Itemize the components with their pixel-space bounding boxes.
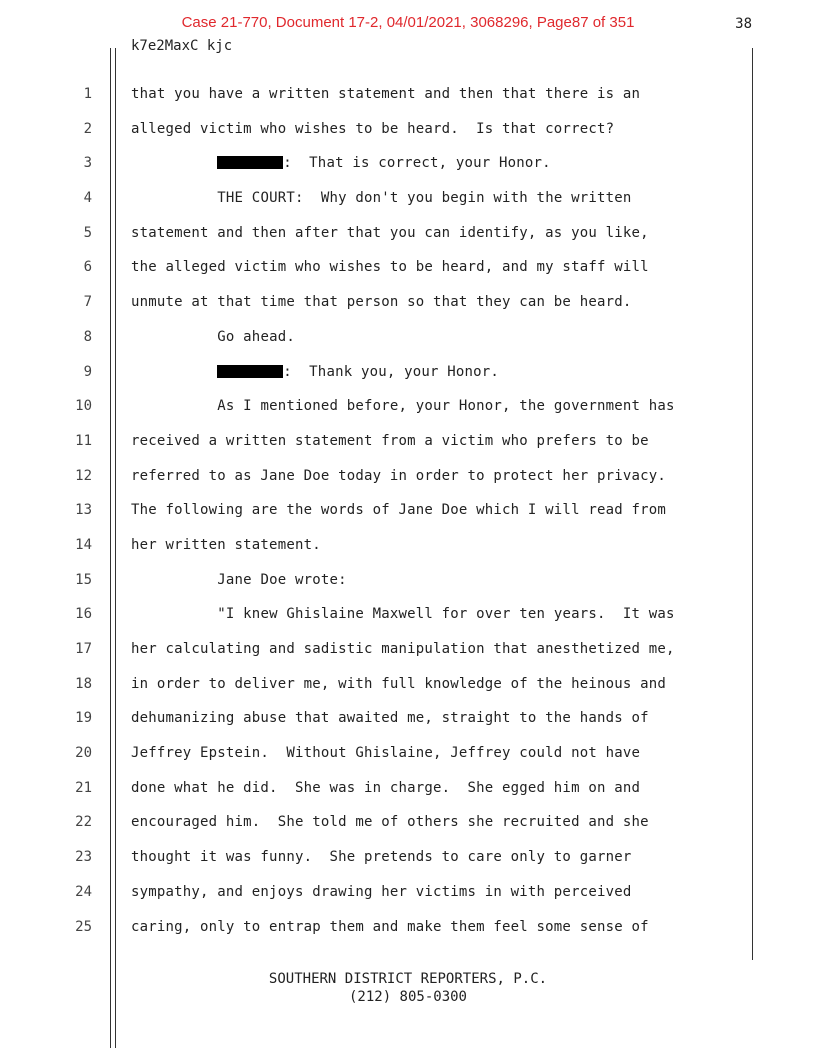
line-content: encouraged him. She told me of others she recruited and she [131,814,649,831]
line-number: 13 [75,502,92,519]
transcript-line [0,321,816,356]
line-number: 21 [75,779,92,796]
line-number: 10 [75,398,92,415]
line-indent [131,364,217,380]
line-content: her calculating and sadistic manipulation that anesthetized me, [131,641,675,657]
transcript-line [0,737,816,772]
line-content: received a written statement from a victim who prefers to be [131,432,649,449]
line-content: done what he did. She was in charge. She egged him on and [131,779,641,796]
transcript-line [0,356,816,391]
reporter-phone: (212) 805-0300 [348,989,467,1005]
line-content: : Thank you, your Honor. [283,363,500,380]
page-footer [0,970,816,1006]
line-number: 16 [75,606,92,623]
line-number: 1 [83,86,92,102]
line-number: 3 [83,155,92,172]
transcript-line [0,702,816,737]
redaction-block [217,365,283,378]
transcript-line [0,147,816,182]
line-number: 2 [83,120,92,137]
line-text [131,329,295,345]
line-content: dehumanizing abuse that awaited me, straight to the hands of [131,710,649,727]
line-text [131,502,666,518]
transcript-line [0,529,816,564]
case-header-stamp: Case 21-770, Document 17-2, 04/01/2021, 3068296, Page87 of 351 [181,14,635,31]
transcript-line [0,251,816,286]
reporter-name: SOUTHERN DISTRICT REPORTERS, P.C. [268,971,548,987]
case-code: k7e2MaxC kjc [131,38,233,54]
transcript-line [0,286,816,321]
line-number: 22 [75,814,92,831]
line-content: Jane Doe wrote: [217,571,347,588]
line-text [131,190,631,206]
line-text [131,849,631,865]
line-text [131,814,649,830]
line-number: 12 [75,467,92,484]
line-text [131,745,640,761]
line-text [131,155,551,171]
line-indent [131,329,217,345]
line-text [131,537,321,553]
line-text [131,86,640,102]
line-content: the alleged victim who wishes to be heard, and my staff will [131,259,649,276]
line-number: 20 [75,745,92,762]
line-number: 9 [83,363,92,380]
line-text [131,121,614,137]
line-text [131,919,649,935]
line-text [131,433,649,449]
line-content: thought it was funny. She pretends to care only to garner [131,849,632,866]
transcript-line [0,390,816,425]
transcript-line [0,598,816,633]
transcript-body [0,78,816,945]
line-text [131,468,666,484]
line-text [131,572,347,588]
line-text [131,225,649,241]
transcript-line [0,113,816,148]
line-text [131,398,675,414]
line-number: 6 [83,259,92,276]
line-text [131,606,675,622]
transcript-line [0,841,816,876]
transcript-line [0,564,816,599]
line-content: statement and then after that you can identify, as you like, [131,224,649,241]
line-content: her written statement. [131,536,321,553]
line-indent [131,190,217,206]
transcript-line [0,425,816,460]
line-indent [131,155,217,171]
line-number: 8 [83,328,92,345]
line-text [131,641,675,657]
transcript-line [0,668,816,703]
line-content: sympathy, and enjoys drawing her victims in with perceived [131,883,632,900]
line-content: unmute at that time that person so that they can be heard. [131,294,632,311]
line-text [131,676,666,692]
line-number: 15 [75,571,92,588]
line-number: 4 [83,190,92,207]
line-number: 11 [75,432,92,449]
transcript-line [0,772,816,807]
transcript-line [0,78,816,113]
transcript-line [0,633,816,668]
line-text [131,364,499,380]
line-indent [131,606,217,622]
transcript-line [0,911,816,946]
line-number: 18 [75,675,92,692]
page-number: 38 [735,16,752,32]
line-content: The following are the words of Jane Doe which I will read from [131,502,666,519]
line-text [131,884,631,900]
line-number: 7 [83,294,92,311]
line-content: in order to deliver me, with full knowledge of the heinous and [131,675,666,692]
line-number: 19 [75,710,92,727]
line-number: 24 [75,883,92,900]
transcript-line [0,494,816,529]
line-content: As I mentioned before, your Honor, the government has [217,398,675,415]
line-content: THE COURT: Why don't you begin with the written [217,190,632,207]
line-indent [131,572,217,588]
line-content: Go ahead. [217,328,295,345]
line-content: referred to as Jane Doe today in order to protect her privacy. [131,467,666,484]
line-text [131,259,649,275]
line-number: 25 [75,918,92,935]
line-number: 14 [75,536,92,553]
line-content: Jeffrey Epstein. Without Ghislaine, Jeffrey could not have [131,745,641,762]
line-indent [131,398,217,414]
line-number: 17 [75,641,92,657]
line-content: alleged victim who wishes to be heard. Is that correct? [131,120,615,137]
redaction-block [217,156,283,169]
line-text [131,294,631,310]
line-text [131,780,640,796]
line-content: : That is correct, your Honor. [283,155,551,172]
transcript-line [0,876,816,911]
transcript-line [0,182,816,217]
line-number: 23 [75,849,92,866]
line-content: that you have a written statement and then that there is an [131,86,641,102]
transcript-line [0,217,816,252]
line-content: caring, only to entrap them and make them feel some sense of [131,918,649,935]
line-number: 5 [83,224,92,241]
line-content: "I knew Ghislaine Maxwell for over ten years. It was [217,606,675,623]
transcript-line [0,806,816,841]
transcript-line [0,460,816,495]
line-text [131,710,649,726]
